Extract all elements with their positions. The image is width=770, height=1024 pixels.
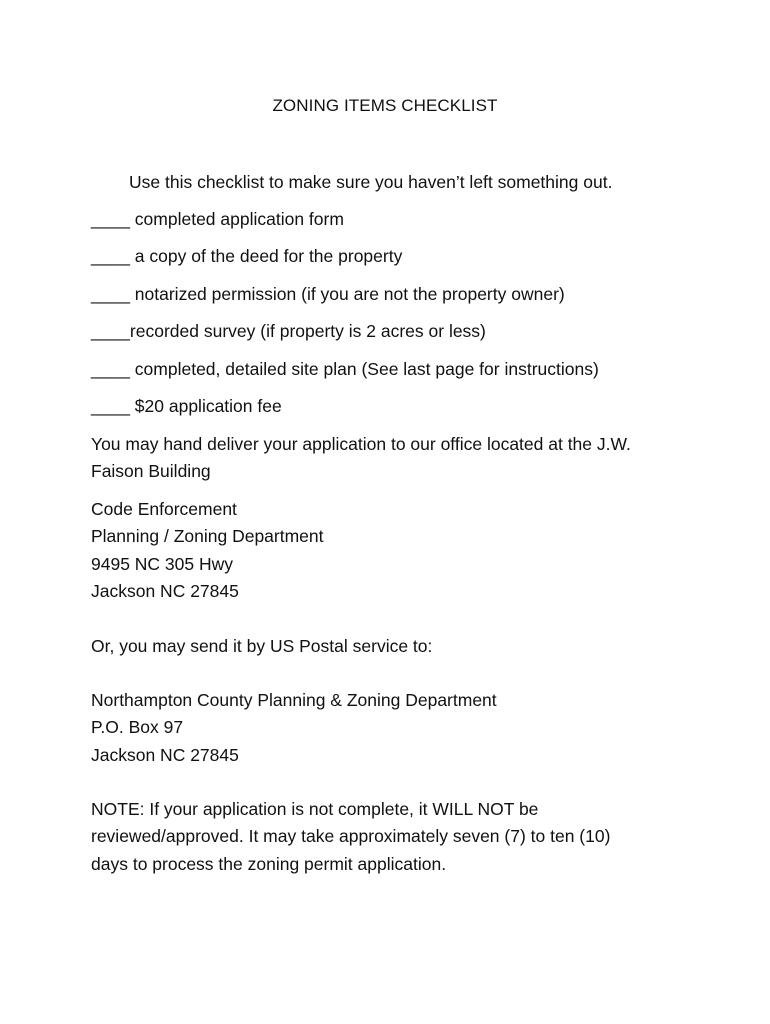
office-address-line: Planning / Zoning Department bbox=[91, 526, 324, 547]
hand-delivery-line: You may hand deliver your application to our office located at the J.W. bbox=[91, 434, 631, 454]
postal-intro-paragraph bbox=[91, 633, 711, 660]
checklist-item-application-fee: ____ $20 application fee bbox=[91, 396, 282, 416]
checklist-item-site-plan: ____ completed, detailed site plan (See last page for instructions) bbox=[91, 359, 599, 379]
hand-delivery-paragraph bbox=[91, 431, 711, 486]
postal-address bbox=[91, 687, 711, 769]
note-paragraph bbox=[91, 796, 711, 878]
document-title: ZONING ITEMS CHECKLIST bbox=[272, 96, 498, 115]
note-line: NOTE: If your application is not complete, it WILL NOT be bbox=[91, 799, 539, 819]
checklist-item-notarized-permission: ____ notarized permission (if you are not the property owner) bbox=[91, 284, 565, 304]
checklist-item-recorded-survey: ____recorded survey (if property is 2 acres or less) bbox=[91, 321, 486, 341]
office-address-line: Jackson NC 27845 bbox=[91, 580, 239, 601]
checklist-item-deed-copy: ____ a copy of the deed for the property bbox=[91, 246, 403, 266]
postal-address-line: Jackson NC 27845 bbox=[91, 744, 239, 765]
office-address-line: 9495 NC 305 Hwy bbox=[91, 553, 234, 574]
hand-delivery-line: Faison Building bbox=[91, 461, 211, 482]
note-line: reviewed/approved. It may take approximately seven (7) to ten (10) bbox=[91, 826, 611, 847]
postal-address-line: P.O. Box 97 bbox=[91, 717, 184, 738]
postal-address-line: Northampton County Planning & Zoning Department bbox=[91, 690, 497, 710]
note-line: days to process the zoning permit application. bbox=[91, 853, 447, 874]
office-address bbox=[91, 496, 711, 605]
postal-intro: Or, you may send it by US Postal service to: bbox=[91, 636, 433, 656]
checklist-item-application-form: ____ completed application form bbox=[91, 209, 344, 229]
checklist-intro: Use this checklist to make sure you haven’t left something out. bbox=[129, 172, 613, 192]
office-address-line: Code Enforcement bbox=[91, 499, 237, 519]
